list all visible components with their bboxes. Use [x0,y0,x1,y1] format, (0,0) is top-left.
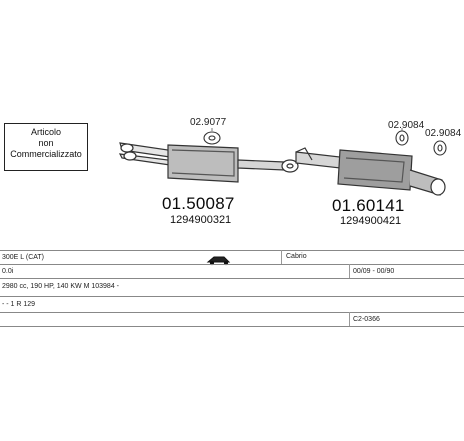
table-divider [0,326,464,327]
model-cell: 300E L (CAT) [2,254,45,261]
table-divider [349,312,350,326]
front-exhaust-section [120,143,298,182]
variant-cell: 0.0i [2,268,14,275]
table-divider [0,296,464,297]
table-divider [0,278,464,279]
not-sold-note [4,123,88,171]
table-divider [0,312,464,313]
accessory-label-2[interactable]: 02.9084 [388,120,425,131]
table-divider [281,250,282,264]
accessory-label-1[interactable]: 02.9077 [190,117,227,128]
clamp-icon-left [204,132,220,144]
body-cell: Cabrio [286,253,307,260]
part-number-2[interactable]: 01.60141 [332,196,405,215]
engine-cell: 2980 cc, 190 HP, 140 KW M 103984 - [2,283,119,290]
note-line-1: Articolo [30,127,61,137]
table-divider [349,264,350,278]
part-ref-1: 1294900321 [170,214,232,226]
note-line-3: Commercializzato [10,149,82,159]
rear-silencer-section [296,148,445,195]
chassis-cell: - - 1 R 129 [2,301,36,308]
clamp-icon-right-a [396,131,408,145]
table-divider [0,250,464,251]
table-divider [0,264,464,265]
part-ref-2: 1294900421 [340,215,402,227]
part-number-1[interactable]: 01.50087 [162,194,235,213]
accessory-label-3[interactable]: 02.9084 [425,128,462,139]
code-cell: C2-0366 [353,316,380,323]
years-cell: 00/09 - 00/90 [353,268,395,275]
note-line-2: non [38,138,54,148]
clamp-icon-right-b [434,141,446,155]
